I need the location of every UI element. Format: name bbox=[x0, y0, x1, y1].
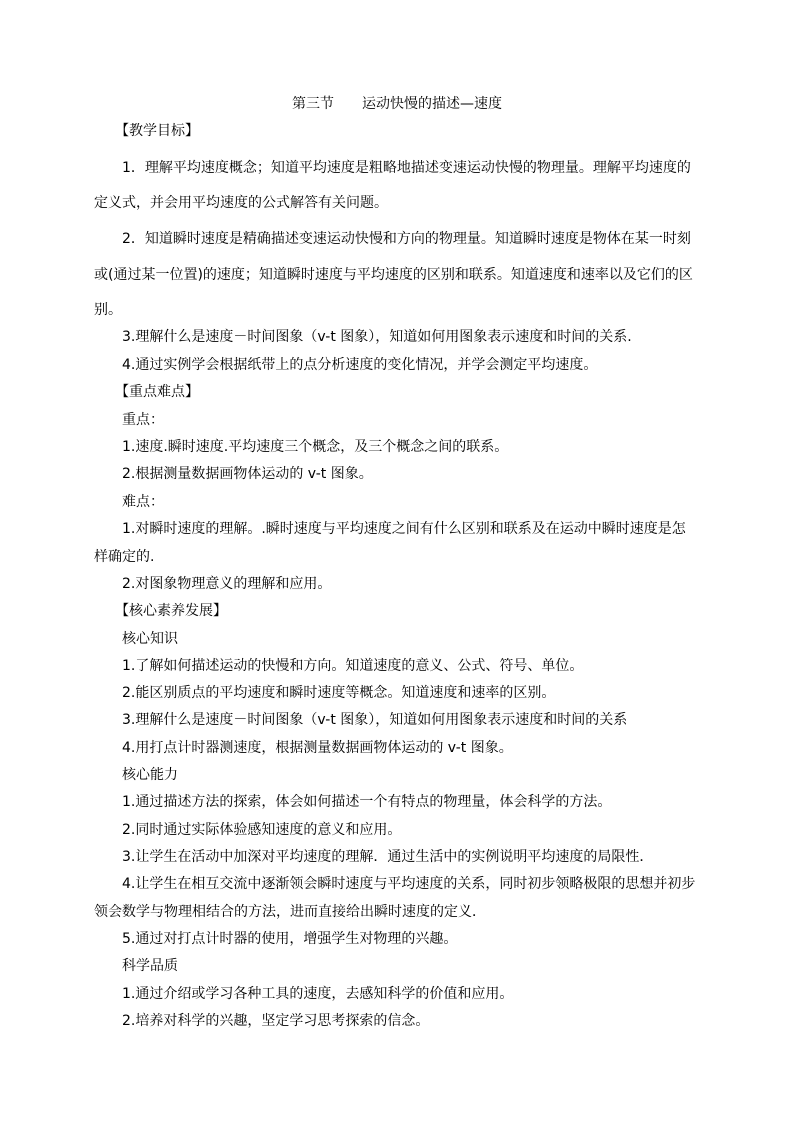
section-heading-key-points: 【重点难点】 bbox=[115, 384, 199, 400]
key-point-2: 2.根据测量数据画物体运动的 v-t 图象。 bbox=[122, 466, 373, 482]
difficulty-1-line-1: 1.对瞬时速度的理解。.瞬时速度与平均速度之间有什么区别和联系及在运动中瞬时速度是怎 bbox=[122, 521, 686, 537]
ability-2: 2.同时通过实际体验感知速度的意义和应用。 bbox=[122, 822, 402, 838]
goal-2-line-1: 2．知道瞬时速度是精确描述变速运动快慢和方向的物理量。知道瞬时速度是物体在某一时刻 bbox=[122, 231, 691, 247]
goal-1-line-1: 1．理解平均速度概念；知道平均速度是粗略地描述变速运动快慢的物理量。理解平均速度的 bbox=[122, 160, 691, 176]
section-heading-goals: 【教学目标】 bbox=[115, 123, 199, 139]
knowledge-4: 4.用打点计时器测速度，根据测量数据画物体运动的 v-t 图象。 bbox=[122, 740, 513, 756]
page-title: 第三节 运动快慢的描述—速度 bbox=[292, 96, 502, 112]
key-point-1: 1.速度.瞬时速度.平均速度三个概念，及三个概念之间的联系。 bbox=[122, 439, 509, 455]
key-label: 重点： bbox=[122, 412, 164, 428]
goal-2-line-2: 或(通过某一位置)的速度；知道瞬时速度与平均速度的区别和联系。知道速度和速率以及它们的区 bbox=[94, 267, 693, 283]
knowledge-3: 3.理解什么是速度－时间图象（v-t 图象），知道如何用图象表示速度和时间的关系 bbox=[122, 712, 628, 728]
section-heading-core: 【核心素养发展】 bbox=[115, 603, 227, 619]
ability-1: 1.通过描述方法的探索，体会如何描述一个有特点的物理量，体会科学的方法。 bbox=[122, 794, 612, 810]
quality-2: 2.培养对科学的兴趣，坚定学习思考探索的信念。 bbox=[122, 1013, 430, 1029]
ability-5: 5.通过对打点计时器的使用，增强学生对物理的兴趣。 bbox=[122, 931, 458, 947]
difficulty-label: 难点： bbox=[122, 494, 164, 510]
ability-3: 3.让学生在活动中加深对平均速度的理解．通过生活中的实例说明平均速度的局限性． bbox=[122, 849, 654, 865]
goal-1-line-2: 定义式，并会用平均速度的公式解答有关问题。 bbox=[94, 195, 388, 211]
goal-2-line-3: 别。 bbox=[94, 302, 122, 318]
goal-4: 4.通过实例学会根据纸带上的点分析速度的变化情况，并学会测定平均速度。 bbox=[122, 357, 598, 373]
knowledge-2: 2.能区别质点的平均速度和瞬时速度等概念。知道速度和速率的区别。 bbox=[122, 685, 556, 701]
difficulty-1-line-2: 样确定的. bbox=[94, 549, 155, 565]
knowledge-1: 1.了解如何描述运动的快慢和方向。知道速度的意义、公式、符号、单位。 bbox=[122, 658, 584, 674]
difficulty-2: 2.对图象物理意义的理解和应用。 bbox=[122, 576, 332, 592]
science-quality-label: 科学品质 bbox=[122, 958, 178, 974]
ability-4-line-2: 领会数学与物理相结合的方法，进而直接给出瞬时速度的定义． bbox=[94, 904, 486, 920]
quality-1: 1.通过介绍或学习各种工具的速度，去感知科学的价值和应用。 bbox=[122, 986, 514, 1002]
core-ability-label: 核心能力 bbox=[122, 767, 178, 783]
core-knowledge-label: 核心知识 bbox=[122, 631, 178, 647]
ability-4-line-1: 4.让学生在相互交流中逐渐领会瞬时速度与平均速度的关系，同时初步领略极限的思想并初步 bbox=[122, 876, 696, 892]
goal-3: 3.理解什么是速度－时间图象（v-t 图象），知道如何用图象表示速度和时间的关系. bbox=[122, 329, 632, 345]
